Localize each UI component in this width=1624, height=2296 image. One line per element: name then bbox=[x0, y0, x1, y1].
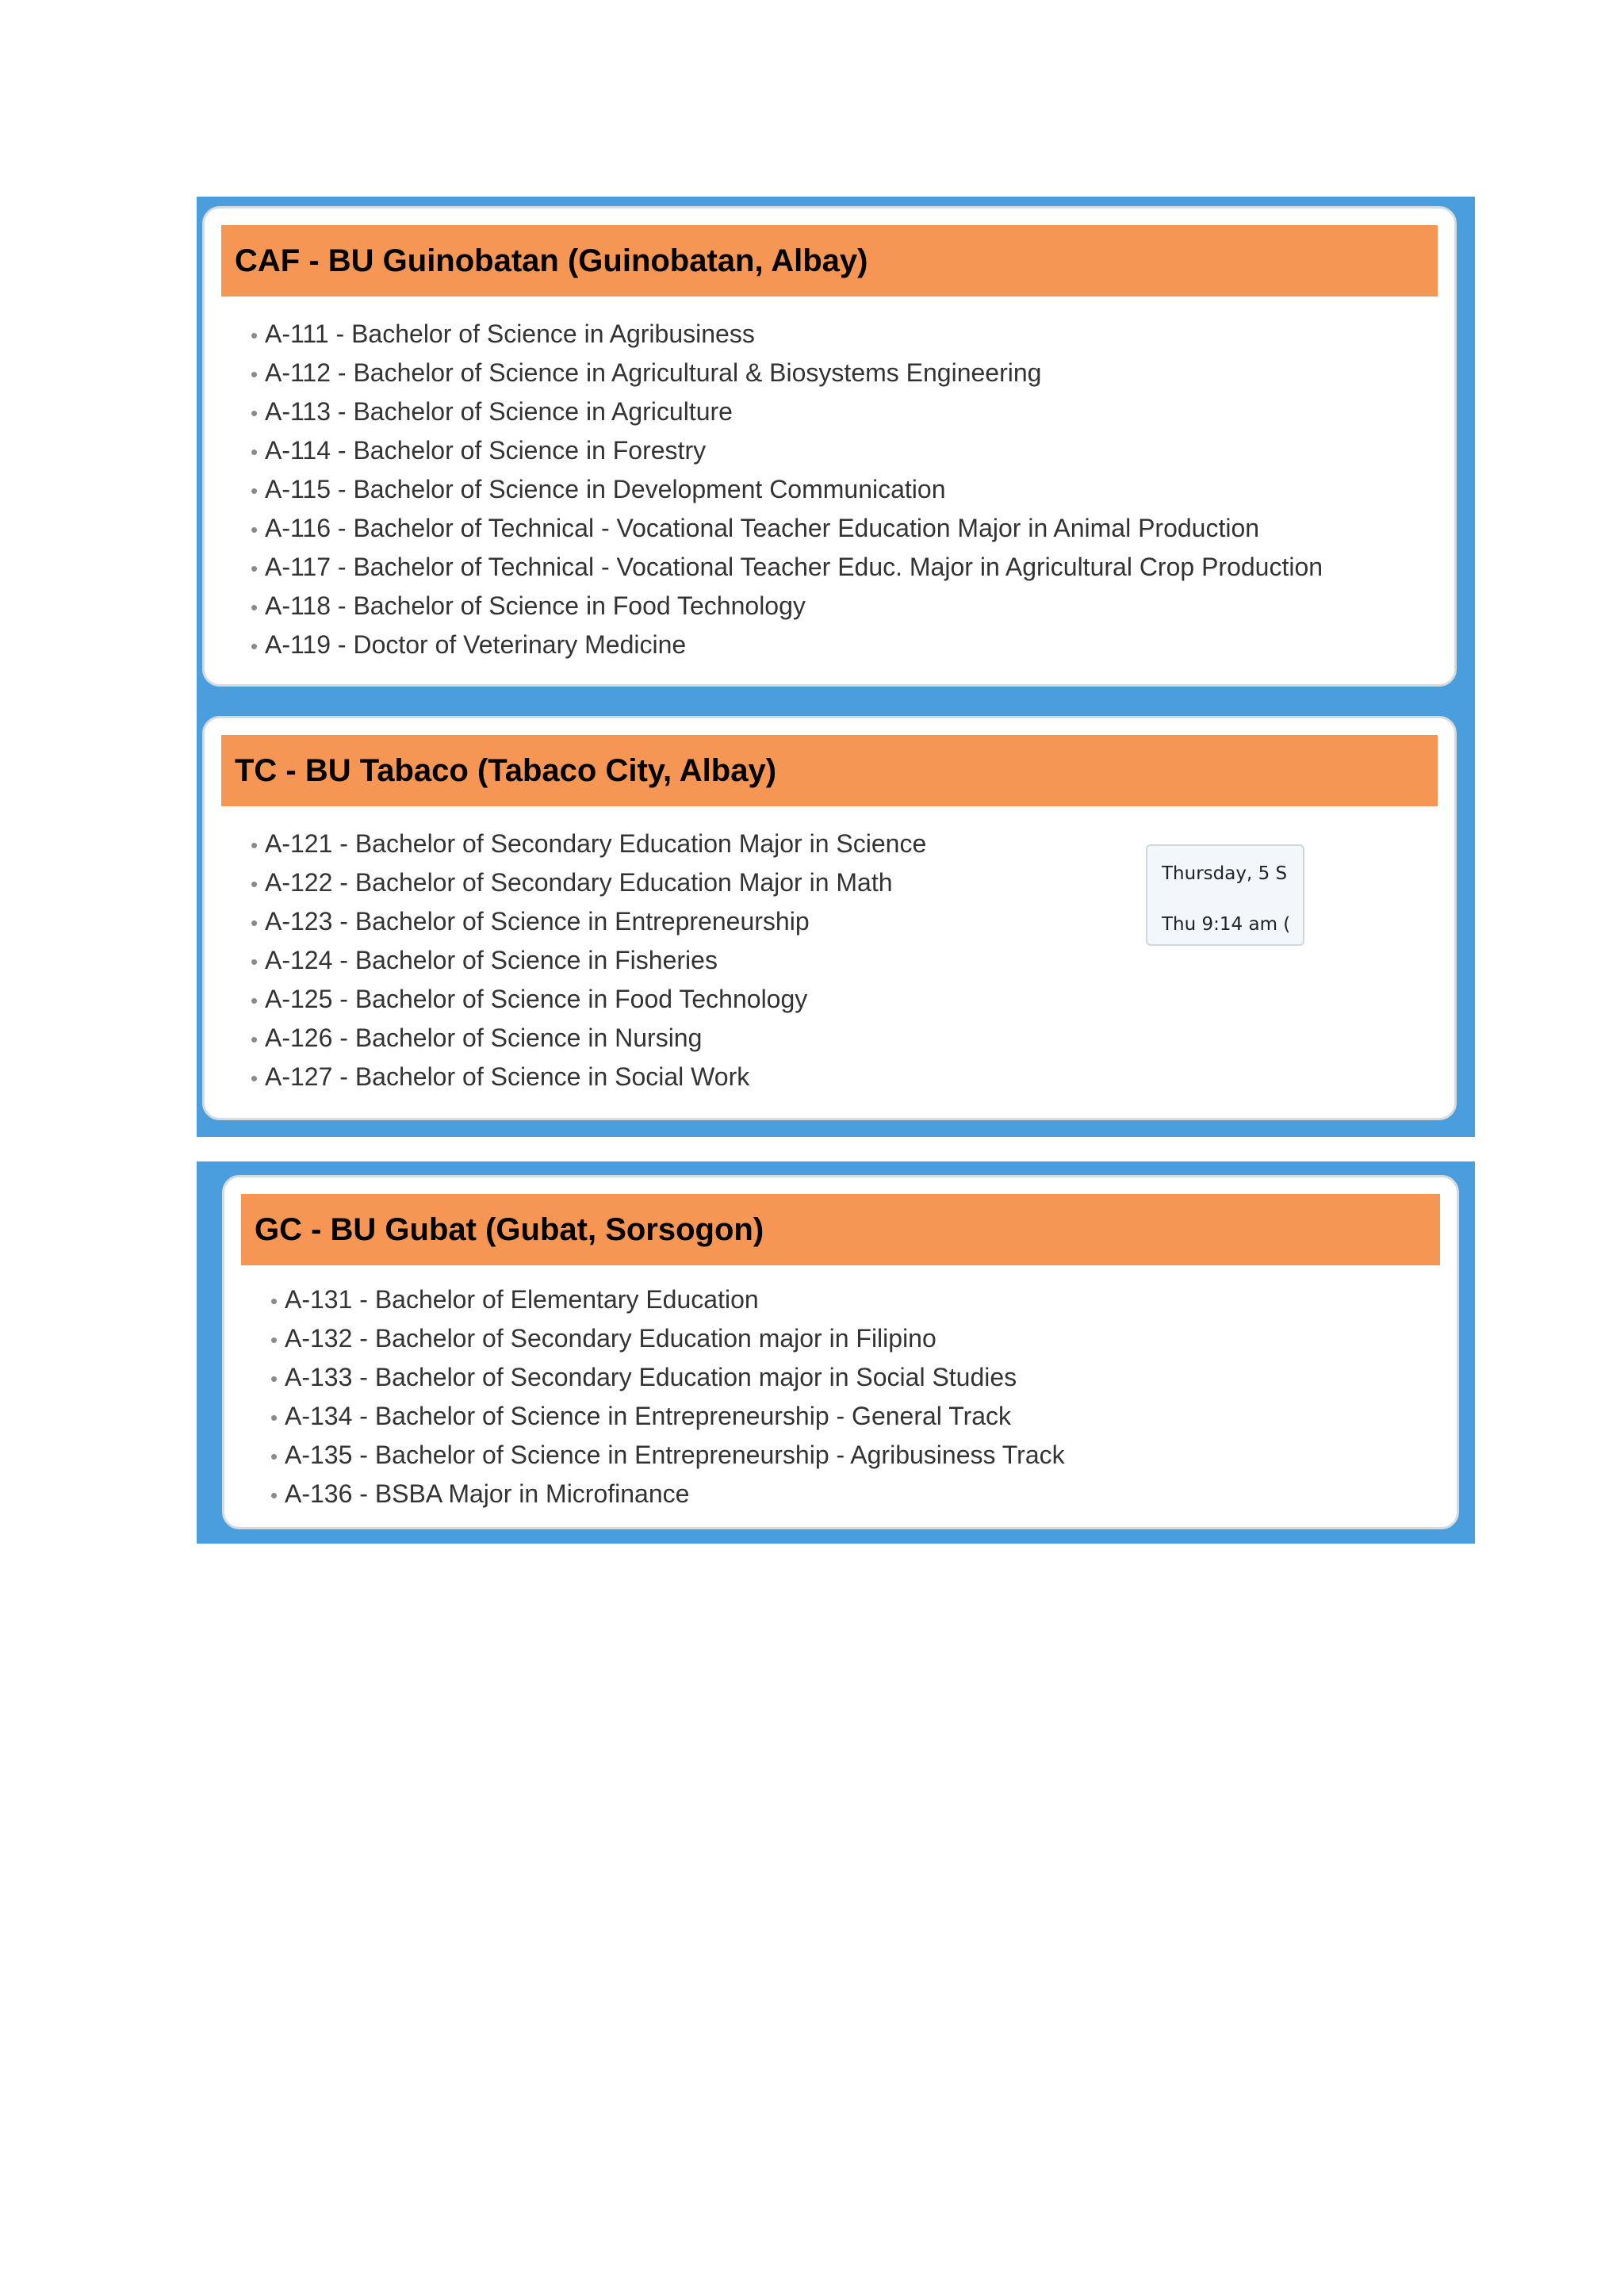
clock-tooltip bbox=[1146, 844, 1304, 946]
bullet-icon: • bbox=[270, 1483, 278, 1507]
campus-card-caf bbox=[202, 206, 1457, 687]
list-item: • A-132 - Bachelor of Secondary Education major in Filipino bbox=[270, 1319, 1065, 1358]
bullet-icon: • bbox=[251, 557, 259, 580]
campus-card-gc bbox=[222, 1175, 1459, 1529]
campus-title-gc: GC - BU Gubat (Gubat, Sorsogon) bbox=[241, 1194, 1440, 1265]
list-item: • A-126 - Bachelor of Science in Nursing bbox=[251, 1019, 926, 1058]
list-item: • A-134 - Bachelor of Science in Entrepreneurship - General Track bbox=[270, 1397, 1065, 1436]
program-list-tc bbox=[251, 825, 926, 1096]
tooltip-date: Thursday, 5 S bbox=[1162, 863, 1288, 884]
list-item: • A-111 - Bachelor of Science in Agribusiness bbox=[251, 315, 1323, 354]
bullet-icon: • bbox=[270, 1406, 278, 1429]
program-list-gc bbox=[270, 1280, 1065, 1513]
bullet-icon: • bbox=[251, 518, 259, 541]
list-item: • A-133 - Bachelor of Secondary Education major in Social Studies bbox=[270, 1358, 1065, 1397]
list-item: • A-112 - Bachelor of Science in Agricultural & Biosystems Engineering bbox=[251, 354, 1323, 392]
list-item: • A-123 - Bachelor of Science in Entrepreneurship bbox=[251, 902, 926, 941]
list-item: • A-114 - Bachelor of Science in Forestry bbox=[251, 431, 1323, 470]
list-item: • A-118 - Bachelor of Science in Food Technology bbox=[251, 587, 1323, 626]
program-list-caf bbox=[251, 315, 1323, 664]
list-item: • A-125 - Bachelor of Science in Food Technology bbox=[251, 980, 926, 1019]
list-item: • A-117 - Bachelor of Technical - Vocational Teacher Educ. Major in Agricultural Crop Production bbox=[251, 548, 1323, 587]
bullet-icon: • bbox=[251, 872, 259, 896]
list-item: • A-127 - Bachelor of Science in Social Work bbox=[251, 1058, 926, 1096]
list-item: • A-121 - Bachelor of Secondary Education Major in Science bbox=[251, 825, 926, 863]
bullet-icon: • bbox=[251, 1066, 259, 1090]
list-item: • A-136 - BSBA Major in Microfinance bbox=[270, 1475, 1065, 1513]
tooltip-time: Thu 9:14 am ( bbox=[1162, 914, 1291, 935]
bullet-icon: • bbox=[270, 1289, 278, 1313]
list-item: • A-135 - Bachelor of Science in Entrepreneurship - Agribusiness Track bbox=[270, 1436, 1065, 1475]
bullet-icon: • bbox=[251, 634, 259, 658]
list-item: • A-115 - Bachelor of Science in Development Communication bbox=[251, 470, 1323, 509]
bullet-icon: • bbox=[251, 362, 259, 386]
bullet-icon: • bbox=[251, 950, 259, 974]
list-item: • A-124 - Bachelor of Science in Fisheries bbox=[251, 941, 926, 980]
bullet-icon: • bbox=[251, 989, 259, 1012]
bullet-icon: • bbox=[270, 1367, 278, 1391]
bullet-icon: • bbox=[251, 323, 259, 347]
bullet-icon: • bbox=[270, 1328, 278, 1352]
list-item: • A-131 - Bachelor of Elementary Education bbox=[270, 1280, 1065, 1319]
bullet-icon: • bbox=[251, 833, 259, 857]
list-item: • A-116 - Bachelor of Technical - Vocational Teacher Education Major in Animal Production bbox=[251, 509, 1323, 548]
bullet-icon: • bbox=[251, 911, 259, 935]
campus-panel-bottom bbox=[197, 1161, 1475, 1544]
campus-title-caf: CAF - BU Guinobatan (Guinobatan, Albay) bbox=[221, 225, 1438, 297]
bullet-icon: • bbox=[251, 479, 259, 503]
bullet-icon: • bbox=[251, 401, 259, 425]
bullet-icon: • bbox=[270, 1445, 278, 1468]
campus-panel-top bbox=[197, 197, 1475, 1137]
list-item: • A-122 - Bachelor of Secondary Education Major in Math bbox=[251, 863, 926, 902]
bullet-icon: • bbox=[251, 595, 259, 619]
bullet-icon: • bbox=[251, 1027, 259, 1051]
list-item: • A-113 - Bachelor of Science in Agriculture bbox=[251, 392, 1323, 431]
bullet-icon: • bbox=[251, 440, 259, 464]
list-item: • A-119 - Doctor of Veterinary Medicine bbox=[251, 626, 1323, 664]
campus-title-tc: TC - BU Tabaco (Tabaco City, Albay) bbox=[221, 735, 1438, 806]
